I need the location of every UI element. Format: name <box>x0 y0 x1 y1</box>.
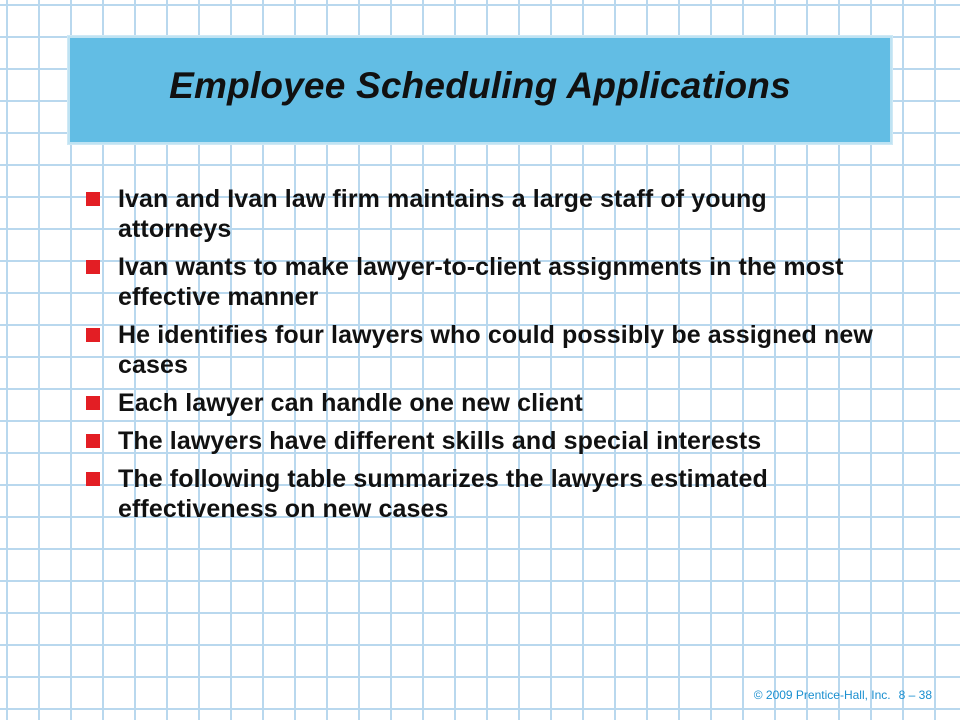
red-square-bullet-icon <box>86 328 100 342</box>
bullet-text: Each lawyer can handle one new client <box>118 389 583 417</box>
red-square-bullet-icon <box>86 260 100 274</box>
bullet-item-1 <box>86 184 876 244</box>
slide-footer <box>754 688 932 702</box>
bullet-text: Ivan wants to make lawyer-to-client assignments in the most effective manner <box>118 253 844 311</box>
slide-title: Employee Scheduling Applications <box>169 65 791 106</box>
bullet-text: The lawyers have different skills and special interests <box>118 427 762 455</box>
red-square-bullet-icon <box>86 472 100 486</box>
red-square-bullet-icon <box>86 396 100 410</box>
red-square-bullet-icon <box>86 192 100 206</box>
bullet-list <box>86 184 876 532</box>
bullet-item-5 <box>86 426 876 456</box>
bullet-text: Ivan and Ivan law firm maintains a large staff of young attorneys <box>118 185 767 243</box>
bullet-item-2 <box>86 252 876 312</box>
copyright-text: © 2009 Prentice-Hall, Inc. <box>753 688 891 702</box>
title-banner <box>68 36 892 144</box>
bullet-text: The following table summarizes the lawyers estimated effectiveness on new cases <box>118 465 768 523</box>
page-number: 8 – 38 <box>898 688 932 702</box>
bullet-item-3 <box>86 320 876 380</box>
bullet-item-6 <box>86 464 876 524</box>
bullet-item-4 <box>86 388 876 418</box>
bullet-text: He identifies four lawyers who could possibly be assigned new cases <box>118 321 873 379</box>
red-square-bullet-icon <box>86 434 100 448</box>
